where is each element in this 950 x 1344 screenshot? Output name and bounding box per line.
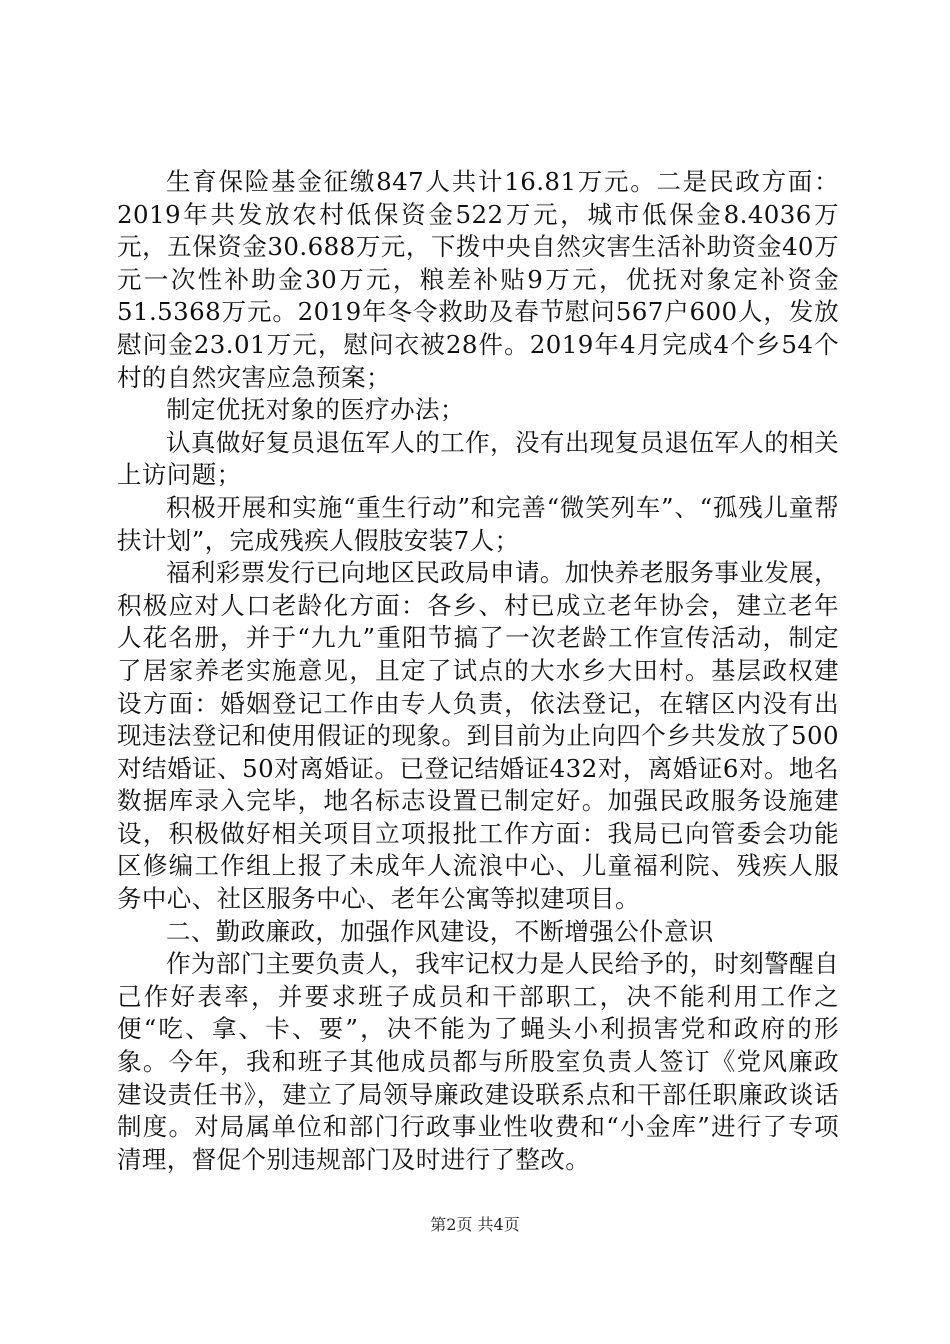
page-number-footer: 第2页 共4页 — [430, 1215, 520, 1234]
paragraph-integrity: 作为部门主要负责人，我牢记权力是人民给予的，时刻警醒自己作好表率，并要求班子成员和干部职工，决不能利用工作之便“吃、拿、卡、要”，决不能为了蝇头小利损害党和政府的形象。今年，我和班子其他成员都与所股室负责人签订《党风廉政建设责任书》，建立了局领导廉政建设联系点和干部任职廉政谈话制度。对局属单位和部门行政事业性收费和“小金库”进行了专项清理，督促个别违规部门及时进行了整改。 — [117, 949, 839, 1174]
paragraph-medical-measures: 制定优抚对象的医疗办法； — [166, 395, 465, 425]
section-heading: 二、勤政廉政，加强作风建设，不断增强公仆意识 — [166, 916, 714, 946]
paragraph-welfare-lottery: 福利彩票发行已向地区民政局申请。加快养老服务事业发展，积极应对人口老龄化方面：各乡、村已成立老年协会，建立老年人花名册，并于“九九”重阳节搞了一次老龄工作宣传活动，制定了居家养老实施意见，且定了试点的大水乡大田村。基层政权建设方面：婚姻登记工作由专人负责，依法登记，在辖区内没有出现违法登记和使用假证的现象。到目前为止向四个乡共发放了500对结婚证、50对离婚证。已登记结婚证432对，离婚证6对。地名数据库录入完毕，地名标志设置已制定好。加强民政服务设施建设，积极做好相关项目立项报批工作方面：我局已向管委会功能区修编工作组上报了未成年人流浪中心、儿童福利院、残疾人服务中心、社区服务中心、老年公寓等拟建项目。 — [117, 558, 839, 914]
paragraph-rebirth-action: 积极开展和实施“重生行动”和完善“微笑列车”、“孤残儿童帮扶计划”，完成残疾人假肢安装7人； — [117, 492, 839, 555]
document-body — [117, 166, 839, 1176]
paragraph-veterans: 认真做好复员退伍军人的工作，没有出现复员退伍军人的相关上访问题； — [117, 427, 839, 490]
paragraph-statistics: 生育保险基金征缴847人共计16.81万元。二是民政方面：2019年共发放农村低保资金522万元，城市低保金8.4036万元，五保资金30.688万元，下拨中央自然灾害生活补助资金40万元一次性补助金30万元，粮差补贴9万元，优抚对象定补资金51.5368万元。2019年冬令救助及春节慰问567户600人，发放慰问金23.01万元，慰问衣被28件。2019年4月完成4个乡54个村的自然灾害应急预案； — [117, 167, 839, 392]
